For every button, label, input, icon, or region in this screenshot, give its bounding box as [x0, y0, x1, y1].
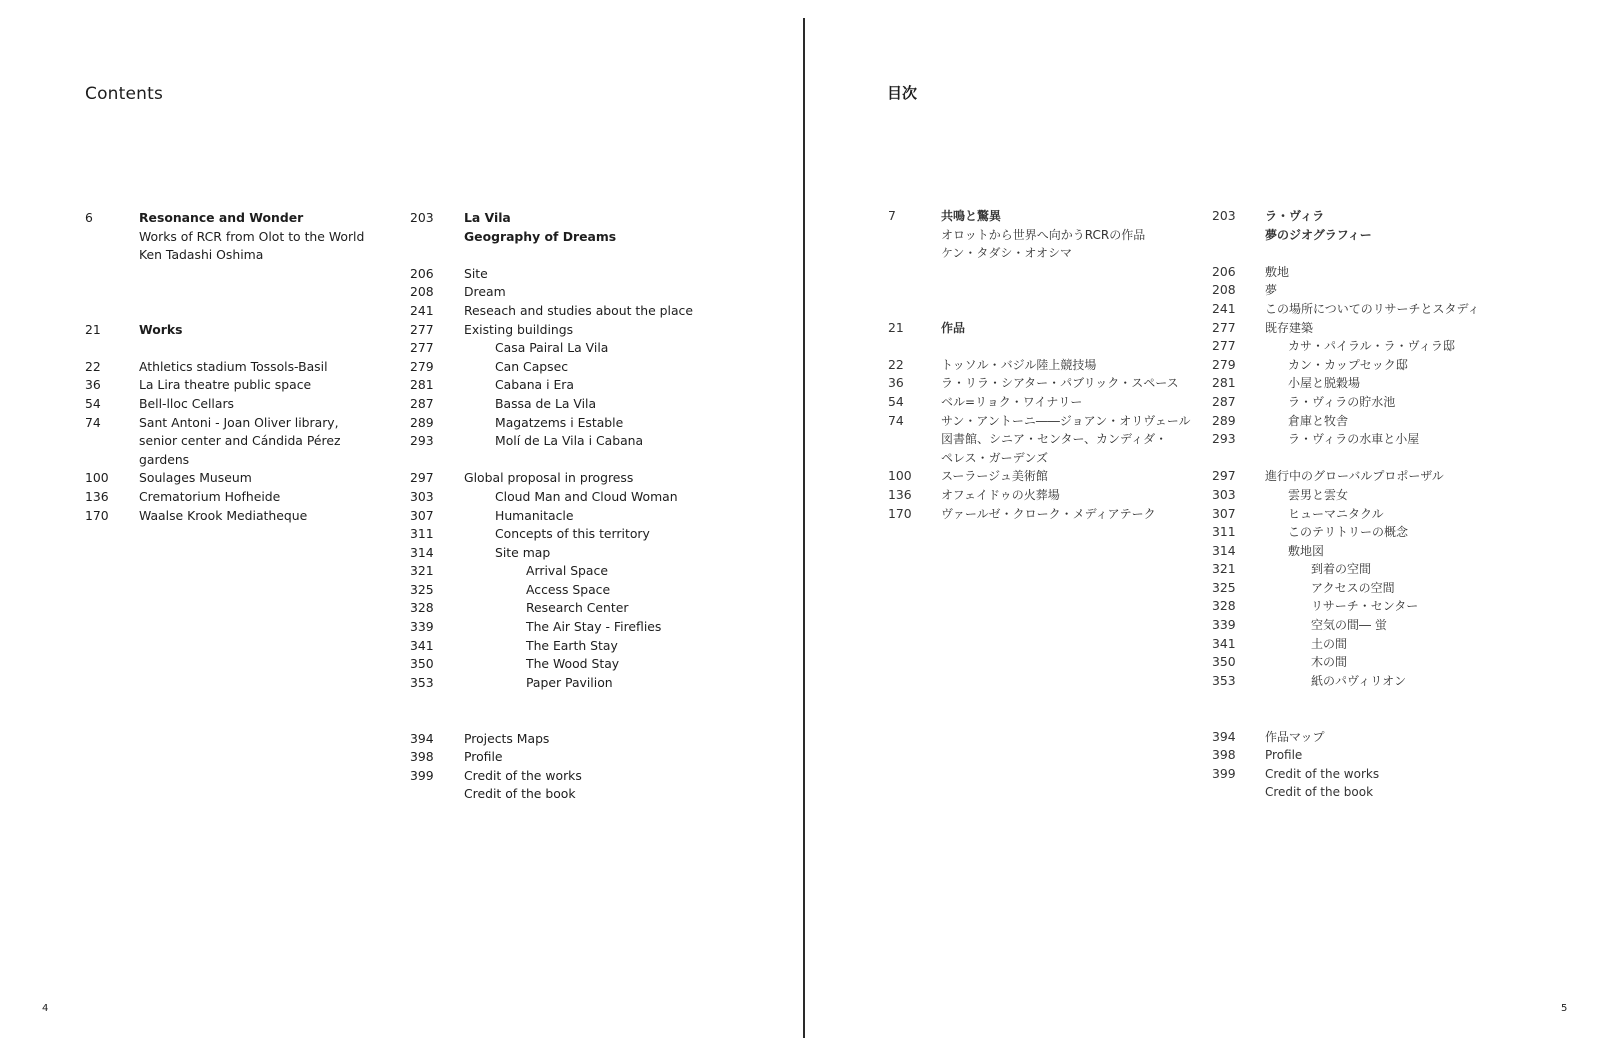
toc-entry-title: Bassa de La Vila: [495, 395, 597, 411]
toc-entry-title: 共鳴と驚異: [941, 209, 1002, 223]
toc-entry-title: Works: [139, 321, 183, 337]
toc-entry-title: Credit of the book: [464, 786, 576, 802]
toc-page-number: 328: [410, 600, 434, 616]
toc-entry-title: Credit of the book: [1265, 785, 1374, 800]
toc-entry-title: Profile: [464, 749, 503, 765]
toc-page-number: 170: [85, 507, 109, 523]
toc-entry-title: Global proposal in progress: [464, 470, 634, 486]
toc-entry-title: カサ・パイラル・ラ・ヴィラ邸: [1288, 339, 1455, 354]
toc-page-number: 206: [410, 265, 434, 281]
toc-page-number: 136: [85, 488, 109, 504]
toc-entry-title: 雲男と雲女: [1288, 487, 1349, 502]
toc-page-number: 303: [1212, 486, 1236, 502]
toc-entry-title: Geography of Dreams: [464, 228, 617, 244]
toc-entry-title: トッソル・バジル陸上競技場: [941, 357, 1097, 372]
right-page: [806, 0, 1600, 1052]
toc-page-number: 170: [888, 505, 912, 521]
toc-entry-title: 土の間: [1311, 636, 1348, 651]
toc-page-number: 281: [410, 377, 434, 393]
toc-entry-title: Ken Tadashi Oshima: [139, 247, 264, 263]
toc-entry-title: 敷地: [1265, 264, 1290, 279]
toc-entry-title: ラ・ヴィラ: [1265, 209, 1325, 223]
toc-page-number: 399: [410, 767, 434, 783]
toc-entry-title: gardens: [139, 451, 190, 467]
toc-entry-title: Athletics stadium Tossols-Basil: [139, 358, 328, 374]
toc-entry-title: この場所についてのリサーチとスタディ: [1265, 301, 1480, 316]
toc-entry-title: Resonance and Wonder: [139, 210, 304, 225]
toc-page-number: 394: [410, 730, 434, 746]
toc-entry-title: The Air Stay - Fireflies: [526, 619, 662, 635]
toc-page-number: 21: [85, 321, 101, 337]
toc-page-number: 100: [85, 470, 109, 486]
toc-page-number: 311: [1212, 524, 1236, 540]
page-title: Contents: [85, 84, 164, 104]
toc-entry-title: Paper Pavilion: [526, 674, 613, 690]
toc-page-number: 353: [410, 674, 434, 690]
toc-entry-title: Research Center: [526, 600, 629, 616]
toc-page-number: 287: [1212, 393, 1236, 409]
toc-entry-title: 紙のパヴィリオン: [1311, 673, 1407, 688]
toc-entry-title: ヴァールゼ・クローク・メディアテーク: [941, 506, 1156, 521]
toc-page-number: 353: [1212, 672, 1236, 688]
toc-page-number: 341: [410, 637, 434, 653]
toc-page-number: 398: [1212, 747, 1236, 763]
toc-entry-title: スーラージュ美術館: [941, 469, 1048, 484]
toc-page-number: 297: [410, 470, 434, 486]
toc-page-number: 208: [410, 284, 434, 300]
toc-page-number: 321: [410, 563, 434, 579]
toc-entry-title: リサーチ・センター: [1311, 599, 1419, 614]
toc-page-number: 277: [410, 340, 434, 356]
toc-entry-title: ベル=リョク・ワイナリー: [941, 394, 1083, 409]
toc-entry-title: Cloud Man and Cloud Woman: [495, 488, 678, 504]
toc-page-number: 289: [1212, 412, 1236, 428]
toc-entry-title: Concepts of this territory: [495, 526, 650, 542]
toc-page-number: 277: [1212, 319, 1236, 335]
toc-entry-title: The Wood Stay: [526, 656, 620, 672]
toc-entry-title: Reseach and studies about the place: [464, 302, 693, 318]
toc-page-number: 297: [1212, 468, 1236, 484]
toc-page-number: 350: [1212, 654, 1236, 670]
toc-page-number: 394: [1212, 728, 1236, 744]
toc-entry-title: 木の間: [1311, 655, 1348, 670]
toc-page-number: 203: [1212, 208, 1236, 223]
gutter-divider: [803, 18, 805, 1038]
toc-entry-title: Dream: [464, 284, 506, 300]
toc-page-number: 54: [888, 393, 904, 409]
toc-page-number: 279: [1212, 356, 1236, 372]
toc-page-number: 328: [1212, 598, 1236, 614]
toc-entry-title: 夢のジオグラフィー: [1265, 227, 1372, 242]
page-number: 4: [42, 1003, 49, 1014]
toc-entry-title: オロットから世界へ向かうRCRの作品: [941, 227, 1146, 242]
toc-entry-title: 作品マップ: [1265, 729, 1325, 744]
toc-page-number: 339: [410, 619, 434, 635]
toc-entry-title: Credit of the works: [464, 767, 582, 783]
toc-page-number: 136: [888, 486, 912, 502]
toc-entry-title: Credit of the works: [1265, 766, 1380, 781]
toc-entry-title: Molí de La Vila i Cabana: [495, 433, 644, 449]
toc-entry-title: 倉庫と牧舎: [1288, 413, 1349, 428]
toc-entry-title: La Lira theatre public space: [139, 377, 312, 393]
toc-entry-title: ラ・リラ・シアター・パブリック・スペース: [941, 376, 1179, 391]
toc-page-number: 203: [410, 210, 434, 225]
toc-entry-title: ラ・ヴィラの水車と小屋: [1288, 432, 1420, 447]
toc-page-number: 293: [410, 433, 434, 449]
toc-entry-title: カン・カップセック邸: [1288, 357, 1408, 372]
toc-entry-title: Crematorium Hofheide: [139, 488, 281, 504]
toc-page-number: 6: [85, 210, 93, 225]
toc-page-number: 350: [410, 656, 434, 672]
toc-entry-title: Arrival Space: [526, 563, 608, 579]
toc-page-number: 325: [1212, 579, 1236, 595]
toc-entry-title: ラ・ヴィラの貯水池: [1288, 394, 1396, 409]
toc-entry-title: Soulages Museum: [139, 470, 252, 486]
toc-entry-title: Site: [464, 265, 488, 281]
toc-entry-title: オフェイドゥの火葬場: [941, 487, 1060, 502]
toc-entry-title: The Earth Stay: [526, 637, 618, 653]
toc-page-number: 307: [1212, 505, 1236, 521]
toc-entry-title: Works of RCR from Olot to the World: [139, 228, 365, 244]
toc-page-number: 36: [888, 375, 904, 391]
toc-page-number: 21: [888, 319, 904, 335]
toc-entry-title: 空気の間― 蛍: [1311, 618, 1387, 633]
toc-page-number: 339: [1212, 617, 1236, 633]
toc-page-number: 398: [410, 749, 434, 765]
toc-page-number: 74: [888, 412, 904, 428]
toc-entry-title: 図書館、シニア・センター、カンディダ・: [941, 432, 1168, 447]
toc-entry-title: ケン・タダシ・オオシマ: [941, 246, 1073, 261]
toc-entry-title: アクセスの空間: [1311, 580, 1395, 595]
toc-entry-title: Magatzems i Estable: [495, 414, 624, 430]
toc-page-number: 7: [888, 208, 896, 223]
toc-page-number: 279: [410, 358, 434, 374]
toc-page-number: 100: [888, 468, 912, 484]
toc-entry-title: 小屋と脱穀場: [1288, 376, 1361, 391]
toc-page-number: 321: [1212, 561, 1236, 577]
toc-page-number: 314: [410, 544, 434, 560]
toc-page-number: 206: [1212, 263, 1236, 279]
toc-entry-title: Site map: [495, 544, 551, 560]
toc-entry-title: Cabana i Era: [495, 377, 574, 393]
toc-entry-title: Humanitacle: [495, 507, 574, 523]
toc-page-number: 293: [1212, 431, 1236, 447]
toc-page-number: 314: [1212, 542, 1236, 558]
toc-page-number: 208: [1212, 282, 1236, 298]
toc-entry-title: Casa Pairal La Vila: [495, 340, 609, 356]
toc-page-number: 289: [410, 414, 434, 430]
toc-page-number: 341: [1212, 635, 1236, 651]
toc-page-number: 241: [1212, 300, 1236, 316]
toc-page-number: 22: [85, 358, 101, 374]
toc-page-number: 241: [410, 302, 434, 318]
toc-page-number: 277: [410, 321, 434, 337]
toc-page-number: 54: [85, 395, 101, 411]
page-number: 5: [1561, 1003, 1568, 1014]
toc-page-number: 36: [85, 377, 101, 393]
toc-entry-title: Sant Antoni - Joan Oliver library,: [139, 414, 339, 430]
toc-entry-title: 既存建築: [1265, 320, 1314, 335]
toc-page-number: 277: [1212, 338, 1236, 354]
toc-entry-title: 敷地図: [1288, 543, 1325, 558]
toc-entry-title: 進行中のグローバルプロポーザル: [1265, 469, 1444, 484]
toc-entry-title: Bell-lloc Cellars: [139, 395, 234, 411]
toc-entry-title: La Vila: [464, 210, 511, 225]
toc-page-number: 307: [410, 507, 434, 523]
page-title: 目次: [887, 84, 918, 102]
toc-entry-title: Profile: [1265, 748, 1303, 763]
toc-page-number: 281: [1212, 375, 1236, 391]
toc-entry-title: Existing buildings: [464, 321, 574, 337]
toc-entry-title: ペレス・ガーデンズ: [941, 450, 1049, 465]
toc-entry-title: 到着の空間: [1311, 562, 1372, 577]
toc-entry-title: サン・アントーニ――ジョアン・オリヴェール: [941, 413, 1191, 428]
toc-page-number: 74: [85, 414, 101, 430]
toc-page-number: 311: [410, 526, 434, 542]
toc-page-number: 287: [410, 395, 434, 411]
toc-entry-title: Can Capsec: [495, 358, 569, 374]
toc-page-number: 22: [888, 356, 904, 372]
toc-entry-title: Projects Maps: [464, 730, 550, 746]
toc-entry-title: このテリトリーの概念: [1288, 525, 1409, 540]
toc-entry-title: Access Space: [526, 581, 611, 597]
toc-entry-title: 夢: [1265, 283, 1278, 298]
toc-page-number: 325: [410, 581, 434, 597]
toc-entry-title: ヒューマニタクル: [1288, 506, 1384, 521]
toc-page-number: 303: [410, 488, 434, 504]
toc-page-number: 399: [1212, 765, 1236, 781]
toc-entry-title: 作品: [941, 320, 966, 335]
toc-entry-title: senior center and Cándida Pérez: [139, 433, 341, 449]
toc-entry-title: Waalse Krook Mediatheque: [139, 507, 308, 523]
